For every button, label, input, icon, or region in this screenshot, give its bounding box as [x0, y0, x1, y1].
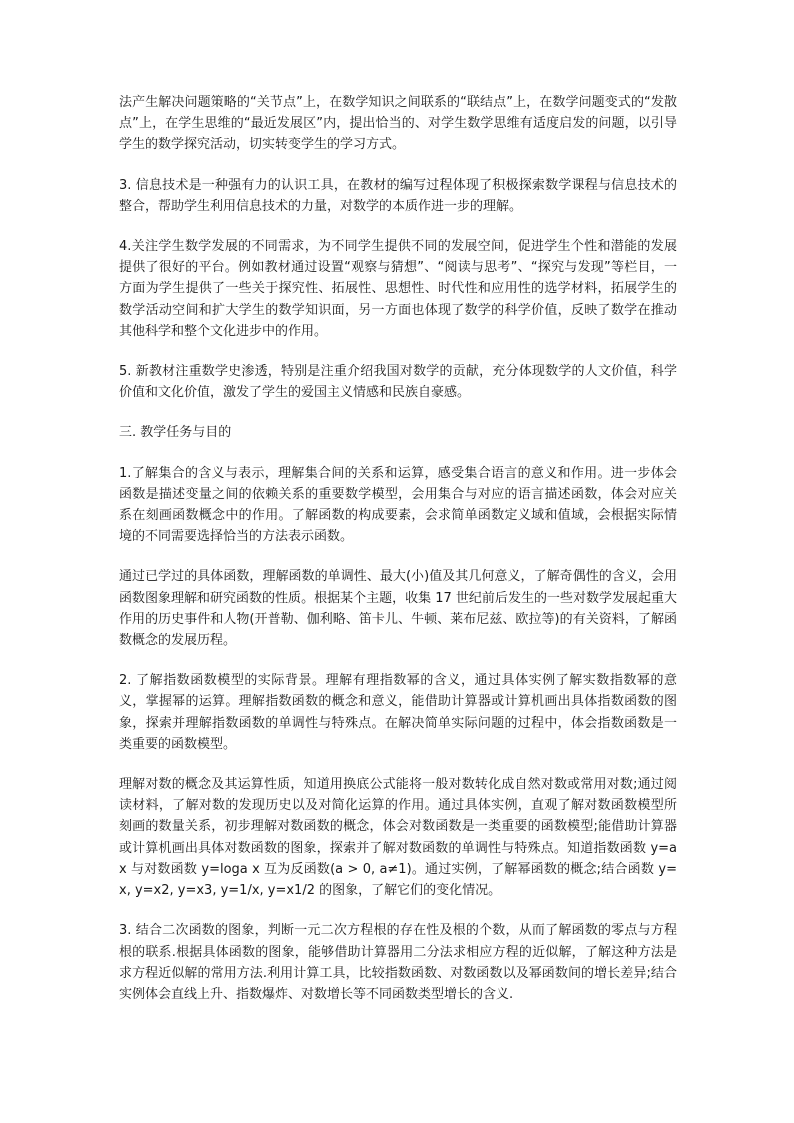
section-heading: 三. 教学任务与目的: [119, 425, 232, 441]
paragraph-continuation: 法产生解决问题策略的“关节点”上，在数学知识之间联系的“联结点”上，在数学问题变式的“发散点”上，在学生思维的“最近发展区”内，提出恰当的、对学生数学思维有适度启发的问题，以引导学生的数学探究活动，切实转变学生的学习方式。: [119, 95, 677, 153]
paragraph-task-1-continued: 通过已学过的具体函数，理解函数的单调性、最大(小)值及其几何意义，了解奇偶性的含义，会用函数图象理解和研究函数的性质。根据某个主题，收集 17 世纪前后发生的一些对数学发展起重大作用的历史事件和人物(开普勒、伽利略、笛卡儿、牛顿、莱布尼兹、欧拉等)的有关资料，了解函数概念的发展历程。: [119, 569, 677, 649]
paragraph-point-5: 5. 新教材注重数学史渗透，特别是注重介绍我国对数学的贡献，充分体现数学的人文价值，科学价值和文化价值，激发了学生的爱国主义情感和民族自豪感。: [119, 364, 677, 401]
paragraph-task-1: 1.了解集合的含义与表示，理解集合间的关系和运算，感受集合语言的意义和作用。进一步体会函数是描述变量之间的依赖关系的重要数学模型，会用集合与对应的语言描述函数，体会对应关系在刻画函数概念中的作用。了解函数的构成要素，会求简单函数定义域和值域，会根据实际情境的不同需要选择恰当的方法表示函数。: [119, 465, 677, 545]
paragraph-task-2: 2. 了解指数函数模型的实际背景。理解有理指数幂的含义，通过具体实例了解实数指数幂的意义，掌握幂的运算。理解指数函数的概念和意义，能借助计算器或计算机画出具体指数函数的图象，探索并理解指数函数的单调性与特殊点。在解决简单实际问题的过程中，体会指数函数是一类重要的函数模型。: [119, 673, 677, 752]
paragraph-task-2-continued: 理解对数的概念及其运算性质，知道用换底公式能将一般对数转化成自然对数或常用对数;通过阅读材料，了解对数的发现历史以及对简化运算的作用。通过具体实例，直观了解对数函数模型所刻画的数量关系，初步理解对数函数的概念，体会对数函数是一类重要的函数模型;能借助计算器或计算机画出具体对数函数的图象，探索并了解对数函数的单调性与特殊点。知道指数函数 y=ax 与对数函数 y=loga x 互为反函数(a > 0, a≠1)。通过实例，了解幂函数的概念;结合函数 y=x, y=x2, y=x3, y=1/x, y=x1/2 的图象，了解它们的变化情况。: [119, 777, 677, 899]
paragraph-point-3: 3. 信息技术是一种强有力的认识工具，在教材的编写过程体现了积极探索数学课程与信息技术的整合，帮助学生利用信息技术的力量，对数学的本质作进一步的理解。: [119, 177, 677, 214]
paragraph-point-4: 4.关注学生数学发展的不同需求，为不同学生提供不同的发展空间，促进学生个性和潜能的发展提供了很好的平台。例如教材通过设置“观察与猜想”、“阅读与思考”、“探究与发现”等栏目，一方面为学生提供了一些关于探究性、拓展性、思想性、时代性和应用性的选学材料，拓展学生的数学活动空间和扩大学生的数学知识面，另一方面也体现了数学的科学价值，反映了数学在推动其他科学和整个文化进步中的作用。: [119, 239, 677, 339]
document-page: [119, 92, 677, 1024]
paragraph-task-3: 3. 结合二次函数的图象，判断一元二次方程根的存在性及根的个数，从而了解函数的零点与方程根的联系.根据具体函数的图象，能够借助计算器用二分法求相应方程的近似解，了解这种方法是求方程近似解的常用方法.利用计算工具，比较指数函数、对数函数以及幂函数间的增长差异;结合实例体会直线上升、指数爆炸、对数增长等不同函数类型增长的含义.: [119, 923, 677, 1002]
